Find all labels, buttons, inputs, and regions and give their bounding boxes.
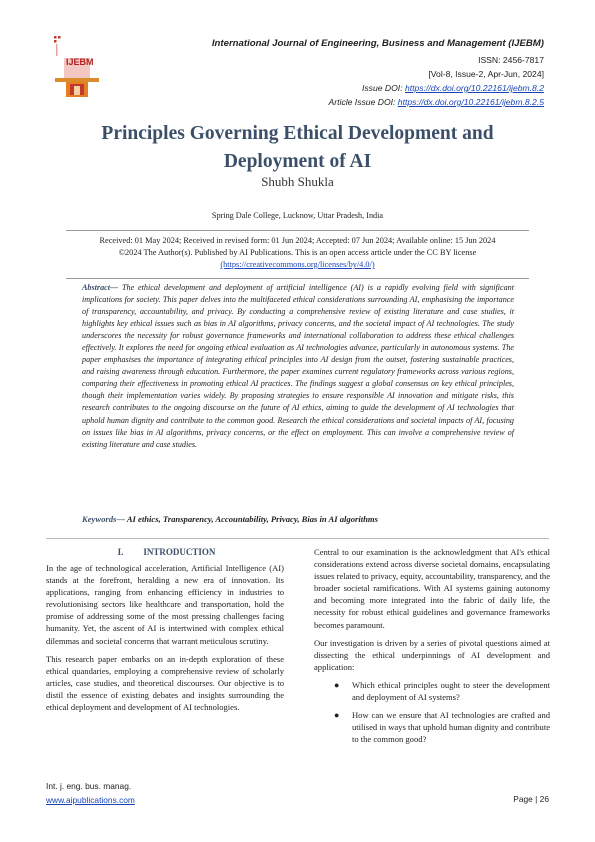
abstract-text: The ethical development and deployment of artificial intelligence (AI) is a rapidly evolving field with significant implications for society. This paper delves into the multifaceted ethical considerations surrounding AI, emphasising the importance of transparency, accountability, and privacy. By conducting a comprehensive review of existing literature and case studies, it highlights key ethical issues such as bias in AI algorithms, privacy concerns, and the societal impact of AI technologies. The study underscores the necessity for robust governance frameworks and international collaboration to address these ethical challenges effectively. It explores the need for ongoing ethical evaluation as AI technologies advance, particularly in autonomous systems. The paper emphasises the importance of integrating ethical principles into AI design from the outset, fostering sustainable practices, and raising awareness through education. Furthermore, the paper examines current regulatory frameworks across various regions, comparing their effectiveness in promoting ethical AI practices. The findings suggest a global consensus on key ethical principles, though their implementation varies widely. By proposing strategies to ensure responsible AI innovation and mitigate risks, this research contributes to the ongoing discourse on the future of AI ethics, aiming to guide the development of AI technologies that uphold human dignity and contribute to the common good. Research the ethical considerations and societal impacts of AI, focusing on issues like bias in AI algorithms, privacy concerns, or the effect on employment. This can involve a comprehensive review of existing literature and case studies. — [82, 283, 514, 449]
list-item: ● Which ethical principles ought to steer the development and deployment of AI systems? — [334, 679, 550, 703]
page-number: Page | 26 — [513, 794, 549, 804]
issn: ISSN: 2456-7817 — [478, 55, 544, 65]
footer-journal: Int. j. eng. bus. manag. — [46, 781, 132, 791]
keywords: Keywords— AI ethics, Transparency, Accountability, Privacy, Bias in AI algorithms — [82, 514, 378, 524]
keywords-label: Keywords — [82, 514, 117, 524]
paragraph: In the age of technological acceleration, Artificial Intelligence (AI) stands at the forefront, heralding a new era of innovation. Its applications, ranging from enhancing efficiency in industries to revolutionising sectors like healthcare and transportation, hold the promise of addressing some of the most pressing challenges facing humanity. Yet, the ascent of AI is intertwined with complex ethical dilemmas and societal concerns that warrant meticulous scrutiny. — [46, 563, 284, 646]
abstract-label: Abstract — [82, 283, 110, 292]
issue-doi-link[interactable]: https://dx.doi.org/10.22161/ijebm.8.2 — [404, 83, 544, 93]
abstract: Abstract— The ethical development and deployment of artificial intelligence (AI) is a rapidly evolving field with significant implications for society. This paper delves into the multifaceted ethical considerations surrounding AI, emphasising the importance of transparency, accountability, and privacy. By conducting a comprehensive review of existing literature and case studies, it highlights key ethical issues such as bias in AI algorithms, privacy concerns, and the societal impact of AI technologies. The study underscores the necessity for robust governance frameworks and international collaboration to address these ethical challenges effectively. It explores the need for ongoing ethical evaluation as AI technologies advance, particularly in autonomous systems. The paper emphasises the importance of integrating ethical principles into AI design from the outset, fostering sustainable practices, and raising awareness through education. Furthermore, the paper examines current regulatory frameworks across various regions, comparing their effectiveness in promoting ethical AI practices. The findings suggest a global consensus on key ethical principles, though their implementation varies widely. By proposing strategies to ensure responsible AI innovation and mitigate risks, this research contributes to the ongoing discourse on the future of AI ethics, aiming to guide the development of AI technologies that uphold human dignity and contribute to the common good. Research the ethical considerations and societal impacts of AI, focusing on issues like bias in AI algorithms, privacy concerns, or the effect on employment. This can involve a comprehensive review of existing literature and case studies. — [82, 283, 514, 449]
logo-text: IJEBM — [66, 57, 94, 67]
list-item: ● How can we ensure that AI technologies are crafted and utilised in ways that uphold human dignity and contribute to the common good? — [334, 710, 550, 745]
paragraph: Our investigation is driven by a series of pivotal questions aimed at dissecting the ethical underpinnings of AI development and application: — [314, 637, 550, 672]
section-heading — [46, 547, 287, 557]
divider — [66, 230, 529, 231]
divider — [46, 538, 549, 539]
journal-name: International Journal of Engineering, Business and Management (IJEBM) — [211, 38, 544, 49]
paragraph: This research paper embarks on an in-depth exploration of these ethical quandaries, employing a comprehensive review of scholarly articles, case studies, and theoretical discourses. Our objective is to distil the essence of existing debates and insights surrounding the ethical deployment and development of AI technologies. — [46, 653, 284, 713]
license-link[interactable]: (https://creativecommons.org/licenses/by/4.0/) — [220, 260, 375, 269]
right-column — [314, 546, 550, 751]
article-doi-link[interactable]: https://dx.doi.org/10.22161/ijebm.8.2.5 — [397, 97, 544, 107]
affiliation: Spring Dale College, Lucknow, Uttar Pradesh, India — [211, 211, 384, 220]
received-dates: Received: 01 May 2024; Received in revised form: 01 Jun 2024; Accepted: 07 Jun 2024; Available online: 15 Jun 2024 — [99, 236, 496, 245]
section-number: I. — [117, 547, 124, 557]
divider — [66, 278, 529, 279]
author-name: Shubh Shukla — [261, 174, 334, 189]
paper-title: Principles Governing Ethical Development and Deployment of AI — [101, 123, 494, 172]
copyright-line: ©2024 The Author(s). Published by AI Publications. This is an open access article under the CC BY license — [118, 248, 477, 257]
bullet-icon: ● — [334, 679, 340, 690]
bullet-icon: ● — [334, 710, 340, 721]
keywords-text: AI ethics, Transparency, Accountability, Privacy, Bias in AI algorithms — [126, 514, 378, 524]
volume-issue: [Vol-8, Issue-2, Apr-Jun, 2024] — [428, 69, 544, 79]
issue-doi: Issue DOI: https://dx.doi.org/10.22161/ijebm.8.2 — [361, 83, 544, 93]
question-list — [314, 679, 550, 745]
section-title: INTRODUCTION — [143, 547, 216, 557]
paragraph: Central to our examination is the acknowledgment that AI's ethical considerations extend across diverse societal domains, encapsulating issues related to privacy, equity, accountability, transparency, and the broader societal ramifications. With AI systems gaining autonomy and becoming more integrated into the fabric of daily life, the necessity for robust ethical guidelines and governance frameworks becomes paramount. — [314, 547, 550, 630]
footer-link[interactable]: www.aipublications.com — [46, 795, 135, 805]
left-column — [46, 562, 284, 719]
license-line — [0, 260, 595, 269]
journal-logo — [52, 34, 102, 100]
article-doi: Article Issue DOI: https://dx.doi.org/10.22161/ijebm.8.2.5 — [328, 97, 544, 107]
